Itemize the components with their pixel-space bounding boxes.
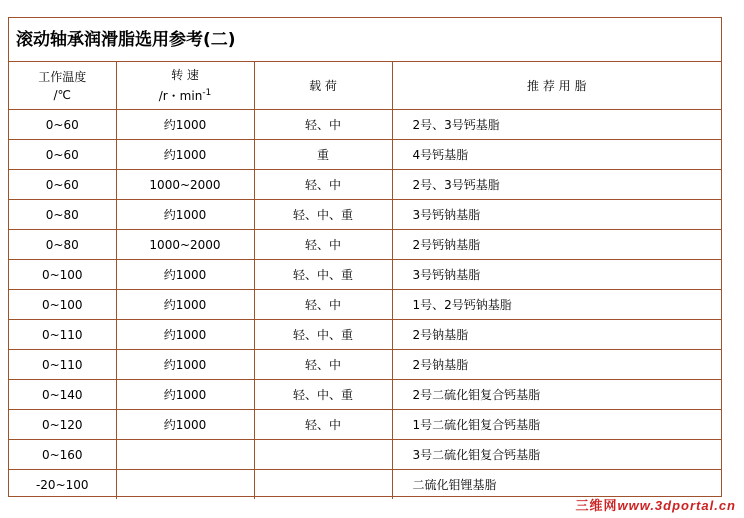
cell-load: 轻、中 — [254, 230, 392, 260]
cell-grease: 3号二硫化钼复合钙基脂 — [392, 440, 721, 470]
header-grease: 推 荐 用 脂 — [392, 62, 721, 110]
cell-temperature: 0~110 — [9, 350, 116, 380]
cell-temperature: 0~100 — [9, 260, 116, 290]
cell-temperature: 0~80 — [9, 200, 116, 230]
header-speed-exponent: -1 — [202, 88, 212, 98]
cell-grease: 1号二硫化钼复合钙基脂 — [392, 410, 721, 440]
cell-temperature: 0~110 — [9, 320, 116, 350]
cell-speed: 约1000 — [116, 110, 254, 140]
cell-speed: 约1000 — [116, 350, 254, 380]
table-row — [9, 230, 721, 260]
cell-grease: 2号、3号钙基脂 — [392, 170, 721, 200]
table-row — [9, 350, 721, 380]
cell-load: 轻、中、重 — [254, 260, 392, 290]
table-row — [9, 260, 721, 290]
table-row — [9, 410, 721, 440]
cell-temperature: 0~140 — [9, 380, 116, 410]
cell-speed: 约1000 — [116, 140, 254, 170]
cell-load — [254, 470, 392, 500]
header-row — [9, 62, 721, 110]
cell-grease: 3号钙钠基脂 — [392, 260, 721, 290]
table-frame — [8, 17, 722, 497]
site-watermark — [575, 495, 736, 514]
cell-load: 轻、中 — [254, 290, 392, 320]
watermark-url: www.3dportal.cn — [617, 498, 736, 513]
cell-speed — [116, 440, 254, 470]
cell-grease: 4号钙基脂 — [392, 140, 721, 170]
cell-speed: 约1000 — [116, 320, 254, 350]
cell-speed: 约1000 — [116, 260, 254, 290]
cell-grease: 1号、2号钙钠基脂 — [392, 290, 721, 320]
cell-load: 轻、中 — [254, 410, 392, 440]
table-row — [9, 170, 721, 200]
cell-temperature: 0~160 — [9, 440, 116, 470]
grease-selection-table — [9, 62, 721, 499]
cell-temperature: -20~100 — [9, 470, 116, 500]
table-row — [9, 380, 721, 410]
cell-grease: 2号钠基脂 — [392, 350, 721, 380]
table-title: 滚动轴承润滑脂选用参考(二) — [9, 18, 721, 62]
cell-load: 轻、中 — [254, 170, 392, 200]
cell-grease: 2号二硫化钼复合钙基脂 — [392, 380, 721, 410]
cell-load: 重 — [254, 140, 392, 170]
cell-grease: 二硫化钼锂基脂 — [392, 470, 721, 500]
cell-load: 轻、中、重 — [254, 320, 392, 350]
cell-grease: 2号钙钠基脂 — [392, 230, 721, 260]
header-speed-unit: /r・min — [158, 89, 203, 103]
cell-grease: 3号钙钠基脂 — [392, 200, 721, 230]
header-temperature-unit: /℃ — [53, 87, 72, 102]
cell-speed: 约1000 — [116, 200, 254, 230]
cell-load: 轻、中、重 — [254, 380, 392, 410]
header-load: 载 荷 — [254, 62, 392, 110]
cell-speed: 1000~2000 — [116, 170, 254, 200]
table-row — [9, 140, 721, 170]
watermark-cn: 三维网 — [575, 498, 618, 513]
cell-temperature: 0~80 — [9, 230, 116, 260]
cell-load — [254, 440, 392, 470]
cell-temperature: 0~100 — [9, 290, 116, 320]
cell-grease: 2号、3号钙基脂 — [392, 110, 721, 140]
table-row — [9, 110, 721, 140]
cell-temperature: 0~60 — [9, 110, 116, 140]
cell-speed: 1000~2000 — [116, 230, 254, 260]
cell-speed — [116, 470, 254, 500]
cell-load: 轻、中、重 — [254, 200, 392, 230]
cell-temperature: 0~60 — [9, 140, 116, 170]
cell-grease: 2号钠基脂 — [392, 320, 721, 350]
header-speed — [116, 62, 254, 110]
table-row — [9, 200, 721, 230]
cell-temperature: 0~60 — [9, 170, 116, 200]
table-row — [9, 440, 721, 470]
header-temperature — [9, 62, 116, 110]
header-speed-line1: 转 速 — [171, 68, 199, 82]
table-row — [9, 320, 721, 350]
cell-speed: 约1000 — [116, 380, 254, 410]
header-temperature-line1: 工作温度 — [38, 69, 87, 84]
table-row — [9, 290, 721, 320]
cell-temperature: 0~120 — [9, 410, 116, 440]
cell-speed: 约1000 — [116, 410, 254, 440]
cell-load: 轻、中 — [254, 350, 392, 380]
cell-speed: 约1000 — [116, 290, 254, 320]
cell-load: 轻、中 — [254, 110, 392, 140]
